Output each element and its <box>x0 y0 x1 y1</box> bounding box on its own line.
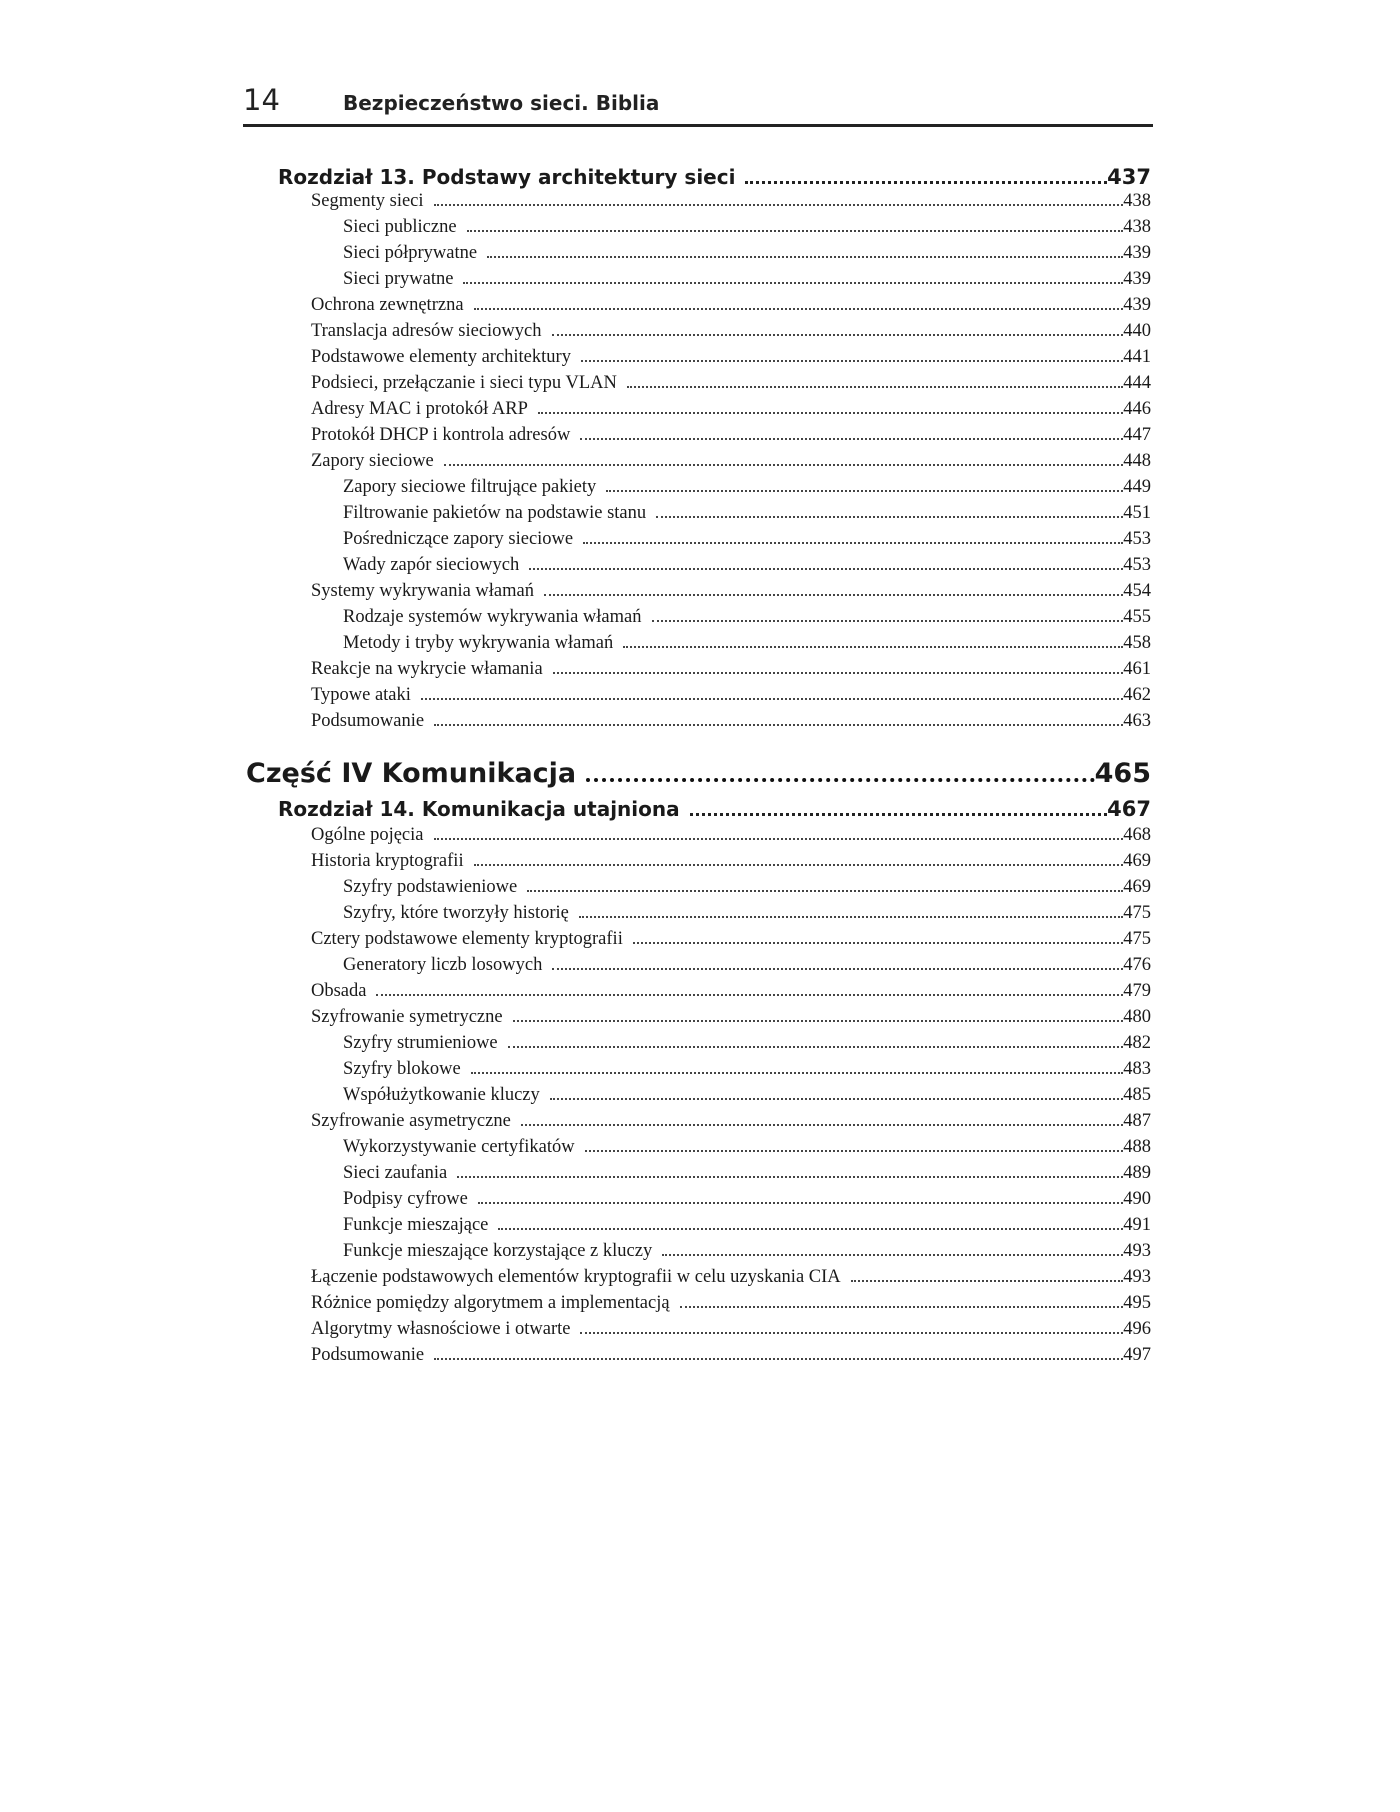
toc-entry-title: Szyfry podstawieniowe <box>343 877 518 897</box>
toc-entry-title: Funkcje mieszające korzystające z kluczy <box>343 1241 653 1261</box>
toc-entry-page: 451 <box>1123 503 1151 523</box>
dot-leader <box>498 1228 1123 1230</box>
toc-entry-page: 438 <box>1123 191 1151 211</box>
toc-entry <box>311 708 1151 734</box>
dot-leader <box>474 864 1124 866</box>
toc-entry-page: 475 <box>1123 903 1151 923</box>
toc-entry-page: 440 <box>1123 321 1151 341</box>
toc-entry-page: 487 <box>1123 1111 1151 1131</box>
dot-leader <box>444 464 1123 466</box>
dot-leader <box>434 838 1124 840</box>
dot-leader <box>529 568 1123 570</box>
toc-entry <box>311 448 1151 474</box>
toc-entry-page: 489 <box>1123 1163 1151 1183</box>
toc-entry-title: Wady zapór sieciowych <box>343 555 520 575</box>
toc-entry-page: 483 <box>1123 1059 1151 1079</box>
toc-entry-title: Systemy wykrywania włamań <box>311 581 534 601</box>
toc-entry <box>311 656 1151 682</box>
dot-leader <box>553 672 1124 674</box>
toc-entry-page: 455 <box>1123 607 1151 627</box>
toc-entry-title: Typowe ataki <box>311 685 411 705</box>
toc-entry-page: 446 <box>1123 399 1151 419</box>
dot-leader <box>579 916 1123 918</box>
toc-entry-title: Ogólne pojęcia <box>311 825 424 845</box>
toc-entry-page: 467 <box>1107 797 1151 821</box>
toc-entry <box>343 266 1151 292</box>
toc-entry <box>343 1186 1151 1212</box>
dot-leader <box>606 490 1123 492</box>
toc-entry-page: 493 <box>1123 1241 1151 1261</box>
toc-entry <box>343 240 1151 266</box>
dot-leader <box>487 256 1123 258</box>
toc-entry <box>311 822 1151 848</box>
toc-entry-title: Ochrona zewnętrzna <box>311 295 464 315</box>
toc-entry-title: Generatory liczb losowych <box>343 955 543 975</box>
toc-entry <box>343 952 1151 978</box>
toc-entry-title: Zapory sieciowe <box>311 451 434 471</box>
toc-entry-page: 475 <box>1123 929 1151 949</box>
toc-entry-page: 465 <box>1094 758 1151 789</box>
toc-entry-title: Szyfrowanie symetryczne <box>311 1007 503 1027</box>
toc-chapter-entry <box>278 163 1151 191</box>
toc-entry-title: Rozdział 14. Komunikacja utajniona <box>278 797 680 821</box>
toc-entry <box>343 552 1151 578</box>
dot-leader <box>471 1072 1124 1074</box>
toc-entry-title: Cztery podstawowe elementy kryptografii <box>311 929 623 949</box>
dot-leader <box>627 386 1123 388</box>
toc-entry-page: 490 <box>1123 1189 1151 1209</box>
toc-entry-page: 476 <box>1123 955 1151 975</box>
dot-leader <box>376 994 1123 996</box>
toc-entry-title: Podpisy cyfrowe <box>343 1189 468 1209</box>
toc-entry-title: Łączenie podstawowych elementów kryptografii w celu uzyskania CIA <box>311 1267 841 1287</box>
toc-entry-title: Funkcje mieszające <box>343 1215 489 1235</box>
toc-entry <box>311 1342 1151 1368</box>
toc-entry <box>311 1264 1151 1290</box>
toc-entry-page: 448 <box>1123 451 1151 471</box>
dot-leader <box>463 282 1123 284</box>
toc-entry-page: 497 <box>1123 1345 1151 1365</box>
toc-entry-page: 439 <box>1123 269 1151 289</box>
toc-entry-page: 453 <box>1123 529 1151 549</box>
dot-leader <box>581 360 1123 362</box>
toc-entry <box>311 848 1151 874</box>
toc-entry-title: Filtrowanie pakietów na podstawie stanu <box>343 503 647 523</box>
dot-leader <box>538 412 1123 414</box>
toc-entry-page: 488 <box>1123 1137 1151 1157</box>
toc-entry-page: 469 <box>1123 851 1151 871</box>
toc-entry <box>311 682 1151 708</box>
toc-entry <box>311 1108 1151 1134</box>
toc-entry-title: Wykorzystywanie certyfikatów <box>343 1137 575 1157</box>
dot-leader <box>656 516 1123 518</box>
toc-entry <box>343 526 1151 552</box>
toc-entry-title: Historia kryptografii <box>311 851 464 871</box>
dot-leader <box>580 438 1123 440</box>
dot-leader <box>457 1176 1123 1178</box>
page-header <box>243 84 1153 127</box>
toc-entry <box>311 396 1151 422</box>
toc-entry-title: Sieci zaufania <box>343 1163 448 1183</box>
dot-leader <box>544 594 1123 596</box>
dot-leader <box>623 646 1123 648</box>
toc-entry <box>343 1238 1151 1264</box>
toc-entry <box>343 874 1151 900</box>
toc-entry <box>343 1212 1151 1238</box>
toc-entry-page: 495 <box>1123 1293 1151 1313</box>
dot-leader <box>583 542 1123 544</box>
dot-leader <box>633 942 1123 944</box>
dot-leader <box>474 308 1124 310</box>
toc-entry-title: Rodzaje systemów wykrywania włamań <box>343 607 642 627</box>
toc-entry-page: 485 <box>1123 1085 1151 1105</box>
toc-entry-page: 439 <box>1123 243 1151 263</box>
dot-leader <box>680 1306 1124 1308</box>
dot-leader <box>527 890 1123 892</box>
toc-entry-title: Szyfry strumieniowe <box>343 1033 498 1053</box>
toc-entry-title: Część IV Komunikacja <box>246 758 577 789</box>
toc-entry <box>311 422 1151 448</box>
dot-leader <box>550 1098 1123 1100</box>
toc-entry-page: 437 <box>1107 165 1151 189</box>
dot-leader <box>434 1358 1123 1360</box>
toc-entry-title: Pośredniczące zapory sieciowe <box>343 529 574 549</box>
dot-leader <box>652 620 1124 622</box>
toc-entry-title: Szyfrowanie asymetryczne <box>311 1111 511 1131</box>
toc-entry <box>311 344 1151 370</box>
toc-entry-title: Segmenty sieci <box>311 191 424 211</box>
toc-entry-page: 480 <box>1123 1007 1151 1027</box>
toc-entry <box>311 188 1151 214</box>
dot-leader <box>513 1020 1124 1022</box>
toc-entry-title: Adresy MAC i protokół ARP <box>311 399 528 419</box>
toc-entry-title: Sieci prywatne <box>343 269 454 289</box>
toc-entry-page: 462 <box>1123 685 1151 705</box>
toc-entry <box>311 978 1151 1004</box>
toc-entry <box>311 1004 1151 1030</box>
toc-entry-page: 447 <box>1123 425 1151 445</box>
toc-entry <box>343 1160 1151 1186</box>
toc-entry-title: Obsada <box>311 981 367 1001</box>
toc-entry-title: Reakcje na wykrycie włamania <box>311 659 543 679</box>
book-title: Bezpieczeństwo sieci. Biblia <box>343 91 660 115</box>
page-number: 14 <box>243 83 280 117</box>
toc-entry-page: 444 <box>1123 373 1151 393</box>
toc-entry-title: Podstawowe elementy architektury <box>311 347 571 367</box>
toc-entry-page: 493 <box>1123 1267 1151 1287</box>
toc-entry <box>311 370 1151 396</box>
toc-entry-page: 496 <box>1123 1319 1151 1339</box>
dot-leader <box>434 724 1123 726</box>
dot-leader <box>508 1046 1124 1048</box>
toc-entry <box>311 926 1151 952</box>
toc-chapter-entry <box>278 795 1151 823</box>
toc-entry-title: Sieci publiczne <box>343 217 457 237</box>
toc-entry <box>311 292 1151 318</box>
toc-entry-page: 453 <box>1123 555 1151 575</box>
toc-entry-page: 463 <box>1123 711 1151 731</box>
toc-entry-title: Podsumowanie <box>311 711 425 731</box>
dot-leader <box>467 230 1124 232</box>
dot-leader <box>421 698 1123 700</box>
toc-entry-page: 461 <box>1123 659 1151 679</box>
toc-entry-page: 441 <box>1123 347 1151 367</box>
toc-entry-title: Zapory sieciowe filtrujące pakiety <box>343 477 597 497</box>
toc-entry <box>343 604 1151 630</box>
toc-entry-title: Różnice pomiędzy algorytmem a implementacją <box>311 1293 670 1313</box>
toc-entry-page: 469 <box>1123 877 1151 897</box>
dot-leader <box>552 968 1123 970</box>
toc-entry-title: Szyfry, które tworzyły historię <box>343 903 569 923</box>
toc-entry-page: 439 <box>1123 295 1151 315</box>
toc-entry <box>343 1082 1151 1108</box>
dot-leader <box>521 1124 1123 1126</box>
toc-entry-page: 458 <box>1123 633 1151 653</box>
toc-entry <box>343 214 1151 240</box>
toc-entry-title: Podsieci, przełączanie i sieci typu VLAN <box>311 373 617 393</box>
toc-entry-title: Algorytmy własnościowe i otwarte <box>311 1319 571 1339</box>
dot-leader <box>478 1202 1123 1204</box>
toc-entry-title: Metody i tryby wykrywania włamań <box>343 633 614 653</box>
toc-entry-title: Współużytkowanie kluczy <box>343 1085 540 1105</box>
toc-entry <box>343 900 1151 926</box>
toc-entry <box>343 1134 1151 1160</box>
toc-entry <box>343 630 1151 656</box>
toc-entry-title: Translacja adresów sieciowych <box>311 321 542 341</box>
toc-entry-title: Szyfry blokowe <box>343 1059 461 1079</box>
dot-leader <box>552 334 1124 336</box>
dot-leader <box>851 1280 1124 1282</box>
dot-leader <box>585 1150 1124 1152</box>
toc-entry-page: 438 <box>1123 217 1151 237</box>
toc-entry-title: Rozdział 13. Podstawy architektury sieci <box>278 165 736 189</box>
dot-leader <box>580 1332 1123 1334</box>
toc-entry <box>311 578 1151 604</box>
toc-entry-page: 479 <box>1123 981 1151 1001</box>
toc-entry <box>343 474 1151 500</box>
toc-entry <box>311 318 1151 344</box>
toc-entry-title: Sieci półprywatne <box>343 243 478 263</box>
toc-entry <box>311 1316 1151 1342</box>
dot-leader <box>690 813 1108 816</box>
toc-entry-page: 468 <box>1123 825 1151 845</box>
toc-entry <box>343 1030 1151 1056</box>
dot-leader <box>662 1254 1123 1256</box>
toc-entry <box>311 1290 1151 1316</box>
dot-leader <box>745 181 1107 184</box>
toc-entry-page: 449 <box>1123 477 1151 497</box>
toc-entry <box>343 500 1151 526</box>
toc-entry-title: Podsumowanie <box>311 1345 425 1365</box>
toc-part-entry <box>246 756 1151 792</box>
dot-leader <box>434 204 1124 206</box>
toc-entry-page: 482 <box>1123 1033 1151 1053</box>
dot-leader <box>586 778 1094 782</box>
toc-entry-page: 454 <box>1123 581 1151 601</box>
toc-entry-page: 491 <box>1123 1215 1151 1235</box>
toc-entry <box>343 1056 1151 1082</box>
toc-entry-title: Protokół DHCP i kontrola adresów <box>311 425 571 445</box>
